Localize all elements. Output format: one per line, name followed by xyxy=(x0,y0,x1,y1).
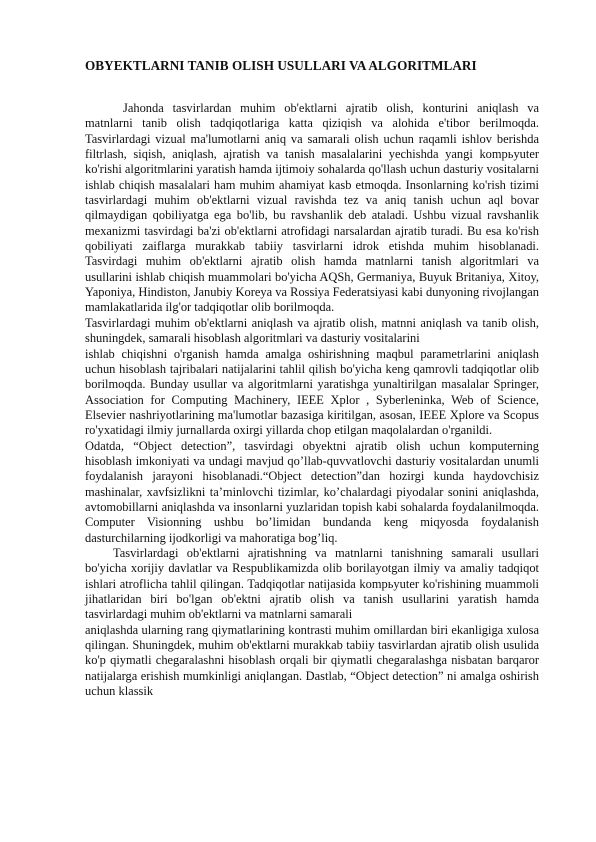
document-title: OBYEKTLARNI TANIB OLISH USULLARI VA ALGORITMLARI xyxy=(85,58,477,73)
paragraph-analysis: Tasvirlardagi ob'ektlarni ajratishning va matnlarni tanishning samarali usullari bo'yicha xorijiy davlatlar va Respublikamizda olib borilayotgan ilmiy va amaliy tadqiqot ishlari atroflicha tahlil qilingan. Tadqiqotlar natijasida kompьyuter ko'rishining muammoli jihatlaridan biri bo'lgan ob'ektni ajratib olish va tanish usullarini yaratish hamda tasvirlardagi muhim ob'ektlarni va matnlarni samarali xyxy=(85,545,539,622)
paragraph-detection: Tasvirlardagi muhim ob'ektlarni aniqlash va ajratib olish, matnni aniqlash va tanib olish, shuningdek, samarali hisoblash algoritmlari va dasturiy vositalarini xyxy=(85,315,539,346)
paragraph-intro: Jahonda tasvirlardan muhim ob'ektlarni ajratib olish, konturini aniqlash va matnlarni tanib olish tadqiqotlariga katta qiziqish va alohida e'tibor berilmoqda. Tasvirlardagi vizual ma'lumotlarni aniq va samarali olish uchun raqamli ishlov berishda filtrlash, siqish, aniqlash, ajratish va tanish masalalarini yechishda yangi kompьyuter ko'rishi algoritmlarini yaratish hamda ijtimoiy sohalarda qo'llash uchun dasturiy vositalarni ishlab chiqish masalalari ham muhim ahamiyat kasb etmoqda. Insonlarning ko'rish tizimi tasvirlardagi muhim ob'ektlarni vizual ravishda tez va aniq tanish uchun aql bovar qilmaydigan qobiliyatga ega bo'lib, bu ravshanlik deb ataladi. Ushbu vizual ravshanlik mexanizmi tasvirdagi ba'zi ob'ektlarni atrofidagi narsalardan ajratib turadi. Bu esa ko'rish qobiliyati zaiflarga murakkab tabiiy tasvirlarni idrok etishda muhim hisoblanadi. Tasvirdagi muhim ob'ektlarni ajratib olish hamda matnlarni tanish algoritmlari va usullarini ishlab chiqish muammolari bo'yicha AQSh, Germaniya, Buyuk Britaniya, Xitoy, Yaponiya, Hindiston, Janubiy Koreya va Rossiya Federatsiyasi kabi dunyoning rivojlangan mamlakatlarida ilg'or tadqiqotlar olib borilmoqda. xyxy=(85,101,539,315)
paragraph-object-detection: Odatda, “Object detection”, tasvirdagi obyektni ajratib olish uchun komputerning hisoblash imkoniyati va undagi mavjud qo’llab-quvvatlovchi dasturiy vositalardan unumli foydalanish jarayoni hisoblanadi.“Object detection”dan hozirgi kunda haydovchisiz mashinalar, xavfsizlikni ta’minlovchi tizimlar, ko’chalardagi piyodalar sonini aniqlashda, avtomobillarni aniqlashda va insonlarni yuzlaridan topish kabi sohalarda foydalanilmoqda. Computer Visionning ushbu bo’limidan bundanda keng miqyosda foydalanish dasturchilarning ijodkorligi va mahoratiga bog’liq. xyxy=(85,438,539,545)
paragraph-conclusion: aniqlashda ularning rang qiymatlarining kontrasti muhim omillardan biri ekanligiga xulosa qilingan. Shuningdek, muhim ob'ektlarni murakkab tabiiy tasvirlardan ajratib olish usulida ko'p qiymatli chegaralashni hisoblash orqali bir qiymatli chegaralashga nisbatan barqaror natijalarga erishish mumkinligi aniqlangan. Dastlab, “Object detection” ni amalga oshirish uchun klassik xyxy=(85,622,539,699)
paragraph-research: ishlab chiqishni o'rganish hamda amalga oshirishning maqbul parametrlarini aniqlash uchun hisoblash tajribalari natijalarini tahlil qilish bo'yicha keng qamrovli tadqiqotlar olib borilmoqda. Bunday usullar va algoritmlarni yaratishga yunaltirilgan masalalar Springer, Association for Computing Machinery, IEEE Xplor , Syberleninka, Web of Science, Elsevier nashriyotlarining ma'lumotlar bazasiga kiritilgan, asosan, IEEE Xplore va Scopus ro'yxatidagi ilmiy jurnallarda oxirgi yillarda chop etilgan maqolalardan o'rganildi. xyxy=(85,346,539,438)
